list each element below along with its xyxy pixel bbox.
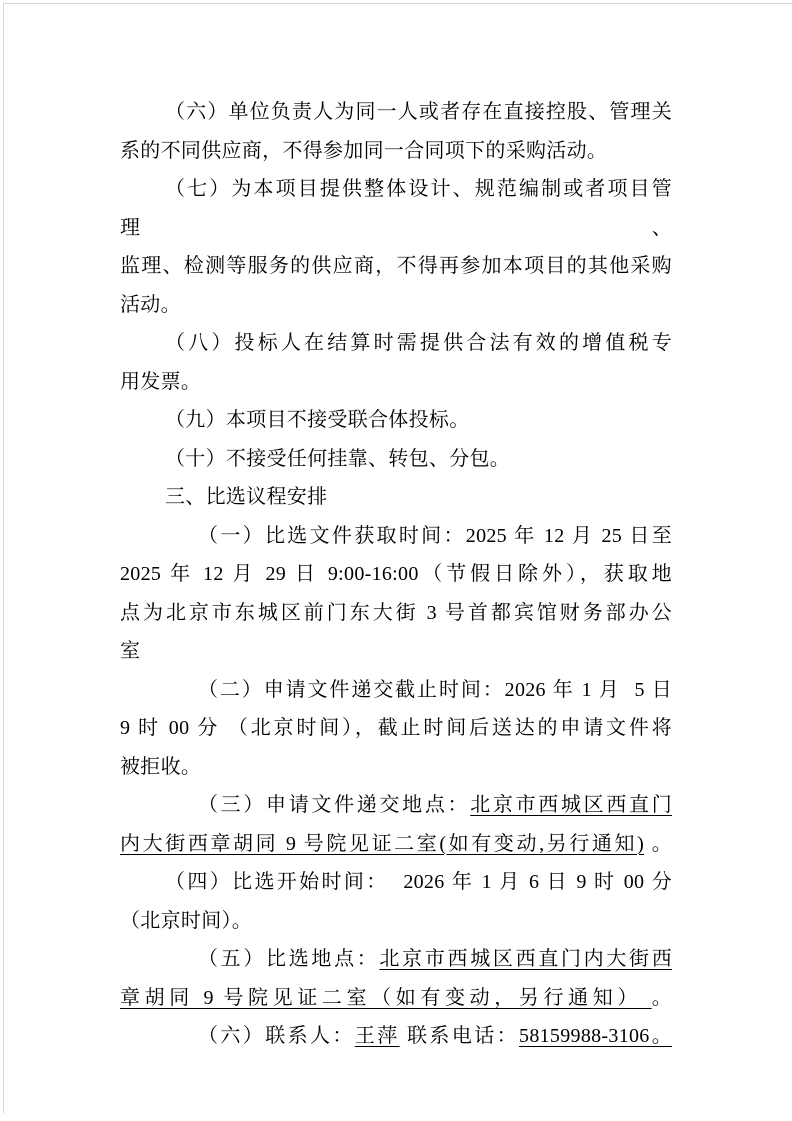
text-line [120,940,672,979]
underlined-text: 58159988-3106。 [519,1025,672,1047]
text-line [120,1017,672,1056]
text-segment: 室 [120,640,141,662]
text-segment: （三）申请文件递交地点： [198,794,471,816]
text-line [120,594,672,633]
underlined-text: 内大街西章胡同 9 号院见证二室(如有变动,另行通知) [120,832,645,855]
underlined-text: 王萍 [354,1025,400,1047]
text-segment: （北京时间）。 [120,909,253,932]
text-segment: （二）申请文件递交截止时间：2026 年 1 月 5 日 [198,678,672,701]
text-line [120,286,672,325]
text-line [120,786,672,825]
text-segment: （六）联系人： [198,1025,355,1047]
text-segment: 三、比选议程安排 [165,486,328,508]
text-segment: （一）比选文件获取时间：2025 年 12 月 25 日至 [198,524,672,547]
text-segment: 2025 年 12 月 29 日 9:00-16:00（节假日除外），获取地 [120,563,672,585]
text-line [120,555,672,594]
underlined-text: 章胡同 9 号院见证二室（如有变动，另行通知） [120,986,652,1009]
document-page-body [120,93,672,1056]
text-line [120,709,672,748]
text-line [120,979,672,1018]
text-segment: 系的不同供应商，不得参加同一合同项下的采购活动。 [120,139,608,162]
text-segment: （七）为本项目提供整体设计、规范编制或者项目管理、 [120,178,672,239]
text-line [120,324,672,363]
text-line [120,902,672,941]
underlined-text: 北京市西城区西直门 [470,794,672,816]
text-line [120,478,672,517]
text-line [120,132,672,171]
text-segment: 监理、检测等服务的供应商，不得再参加本项目的其他采购 [120,255,672,277]
text-segment: （八）投标人在结算时需提供合法有效的增值税专 [165,332,672,354]
text-line [120,517,672,556]
text-segment: 点为北京市东城区前门东大街 3 号首都宾馆财务部办公 [120,601,672,624]
text-line [120,748,672,787]
text-line [120,93,672,132]
text-segment: （十）不接受任何挂靠、转包、分包。 [165,447,511,470]
text-segment: （五）比选地点： [198,948,380,970]
text-line [120,363,672,402]
text-line [120,440,672,479]
text-segment: （四）比选开始时间： 2026 年 1 月 6 日 9 时 00 分 [165,871,672,893]
text-segment: 。 [651,986,672,1009]
text-segment: （九）本项目不接受联合体投标。 [165,409,470,431]
text-line [120,401,672,440]
text-segment: 被拒收。 [120,755,202,778]
text-line [120,825,672,864]
underlined-text: 北京市西城区西直门内大街西 [379,948,672,970]
text-segment: （六）单位负责人为同一人或者存在直接控股、管理关 [165,101,672,123]
text-segment: 联系电话： [399,1025,520,1047]
text-segment: 9 时 00 分 （北京时间），截止时间后送达的申请文件将 [120,717,672,739]
text-segment: 。 [644,832,673,855]
text-segment: 活动。 [120,293,181,316]
text-line [120,863,672,902]
text-line [120,632,672,671]
text-segment: 用发票。 [120,370,202,393]
text-line [120,247,672,286]
text-line [120,170,672,247]
text-line [120,671,672,710]
